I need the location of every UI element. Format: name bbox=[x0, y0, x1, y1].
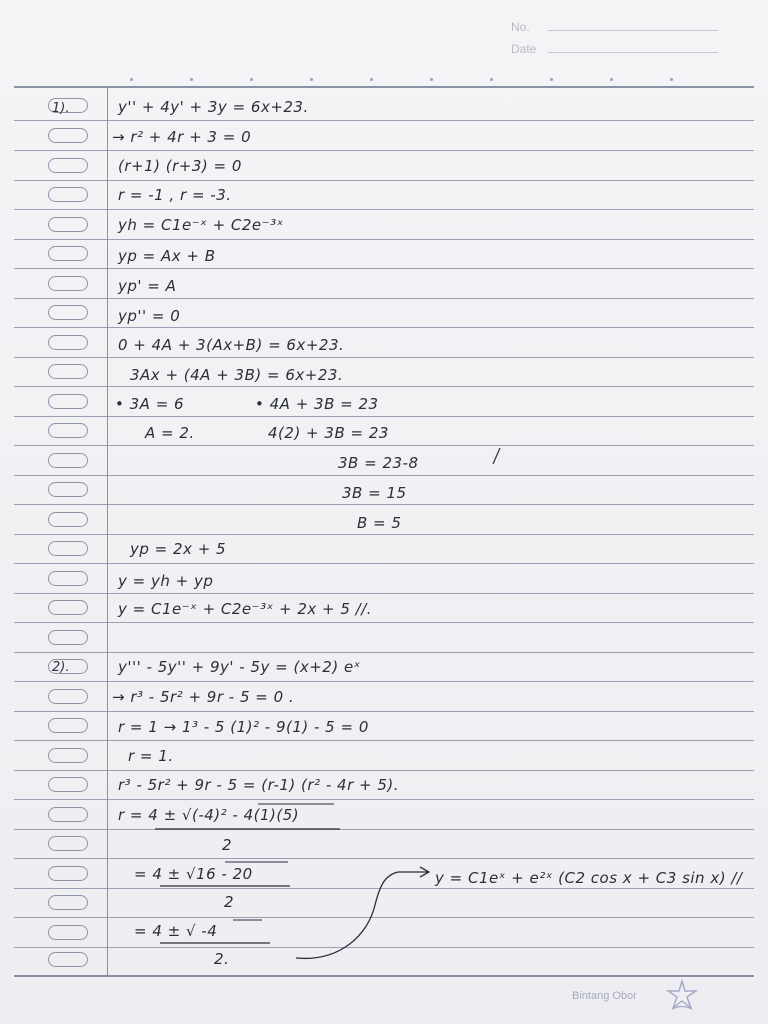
p1-line-7: yp' = A bbox=[118, 277, 177, 295]
p2-line-2: → r³ - 5r² + 9r - 5 = 0 . bbox=[112, 688, 295, 706]
p1-line-9: 0 + 4A + 3(Ax+B) = 6x+23. bbox=[118, 336, 345, 354]
p2-line-1: y''' - 5y'' + 9y' - 5y = (x+2) eˣ bbox=[118, 658, 361, 676]
problem-1-number: 1). bbox=[52, 101, 70, 116]
p1-line-1: y'' + 4y' + 3y = 6x+23. bbox=[118, 98, 309, 116]
p2-line-6: r = 4 ± √(-4)² - 4(1)(5) bbox=[118, 806, 300, 824]
p1-line-6: yp = Ax + B bbox=[118, 247, 216, 265]
p1-line-10: 3Ax + (4A + 3B) = 6x+23. bbox=[130, 366, 344, 384]
p2-line-9: 2 bbox=[224, 893, 235, 911]
p1-line-2: → r² + 4r + 3 = 0 bbox=[112, 128, 252, 146]
p1-line-4: r = -1 , r = -3. bbox=[118, 186, 232, 204]
p2-line-11: 2. bbox=[214, 950, 230, 968]
p1-right-2: 4(2) + 3B = 23 bbox=[268, 424, 389, 442]
p1-tail-3: y = C1e⁻ˣ + C2e⁻³ˣ + 2x + 5 //. bbox=[118, 600, 373, 618]
date-label: Date bbox=[511, 42, 537, 56]
problem-2-number: 2). bbox=[52, 660, 70, 675]
p2-line-10: = 4 ± √ -4 bbox=[134, 922, 218, 940]
p2-line-8: = 4 ± √16 - 20 bbox=[134, 865, 253, 883]
star-logo-icon bbox=[664, 978, 700, 1014]
p1-line-5: yh = C1e⁻ˣ + C2e⁻³ˣ bbox=[118, 216, 284, 234]
p1-right-3: 3B = 23-8 bbox=[338, 454, 419, 472]
p1-right-5: B = 5 bbox=[357, 514, 402, 532]
p1-line-8: yp'' = 0 bbox=[118, 307, 181, 325]
p2-line-7: 2 bbox=[222, 836, 233, 854]
p1-line-3: (r+1) (r+3) = 0 bbox=[118, 157, 242, 175]
p1-right-4: 3B = 15 bbox=[342, 484, 407, 502]
brand-label: Bintang Obor bbox=[572, 990, 637, 1002]
p2-line-4: r = 1. bbox=[128, 747, 174, 765]
p1-left-1: • 3A = 6 bbox=[115, 395, 185, 413]
p1-tail-1: yp = 2x + 5 bbox=[130, 540, 227, 558]
p1-left-2: A = 2. bbox=[145, 424, 195, 442]
p2-side-note: y = C1eˣ + e²ˣ (C2 cos x + C3 sin x) // bbox=[435, 869, 743, 887]
p1-tail-2: y = yh + yp bbox=[118, 572, 214, 590]
p2-line-3: r = 1 → 1³ - 5 (1)² - 9(1) - 5 = 0 bbox=[118, 718, 369, 736]
p1-right-1: • 4A + 3B = 23 bbox=[255, 395, 379, 413]
p2-line-5: r³ - 5r² + 9r - 5 = (r-1) (r² - 4r + 5). bbox=[118, 776, 399, 794]
no-label: No. bbox=[511, 20, 530, 34]
